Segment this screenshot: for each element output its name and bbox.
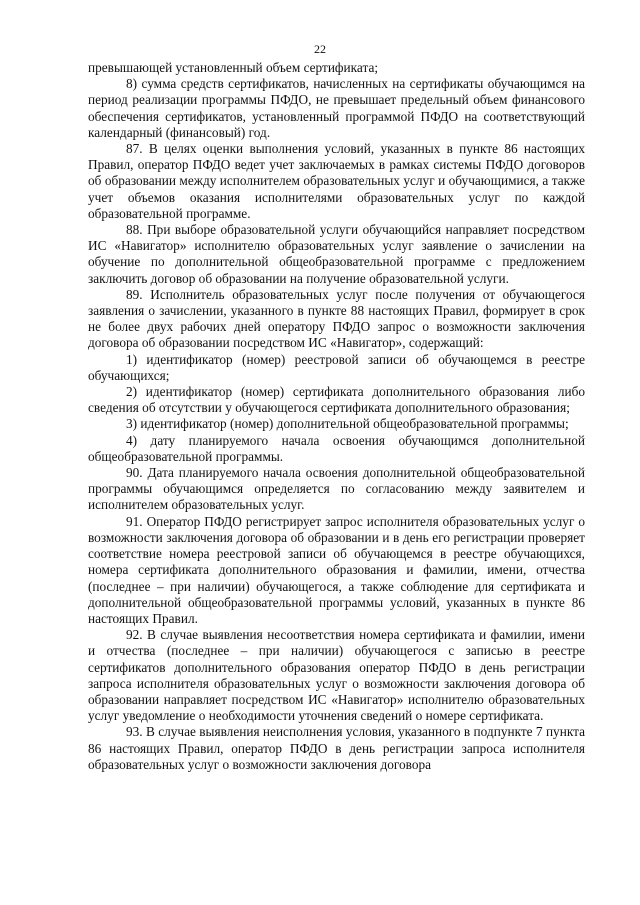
paragraph-90: 90. Дата планируемого начала освоения дополнительной общеобразовательной программы обучающимся определяется по согласованию между заявителем и исполнителем образовательных услуг. xyxy=(88,465,585,513)
document-body xyxy=(88,60,585,773)
paragraph-88: 88. При выборе образовательной услуги обучающийся направляет посредством ИС «Навигатор» исполнителю образовательных услуг заявление о зачислении на обучение по дополнительной общеобразовательной программе с предложением заключить договор об образовании на получение образовательной услуги. xyxy=(88,222,585,286)
paragraph-87: 87. В целях оценки выполнения условий, указанных в пункте 86 настоящих Правил, оператор ПФДО ведет учет заключаемых в рамках системы ПФДО договоров об образовании между исполнителем образовательных услуг и обучающимися, а также учет объемов оказания исполнителями образовательных услуг по каждой образовательной программе. xyxy=(88,141,585,221)
paragraph-89-item-3: 3) идентификатор (номер) дополнительной общеобразовательной программы; xyxy=(126,416,569,432)
paragraph-89-item-1: 1) идентификатор (номер) реестровой записи об обучающемся в реестре обучающихся; xyxy=(88,351,585,383)
paragraph-91: 91. Оператор ПФДО регистрирует запрос исполнителя образовательных услуг о возможности заключения договора об образовании и в день его регистрации проверяет соответствие номера реестровой записи об обучающемся в реестре обучающихся, номера сертификата дополнительного образования и фамилии, имени, отчества (последнее – при наличии) обучающегося, а также соблюдение для сертификата и дополнительной общеобразовательной программы условий, указанных в пункте 86 настоящих Правил. xyxy=(88,513,585,626)
paragraph-93: 93. В случае выявления неисполнения условия, указанного в подпункте 7 пункта 86 настоящих Правил, оператор ПФДО в день регистрации запроса исполнителя образовательных услуг о возможности заключения договора xyxy=(88,724,585,772)
paragraph-item-8: 8) сумма средств сертификатов, начисленных на сертификаты обучающимся на период реализации программы ПФДО, не превышает предельный объем финансового обеспечения сертификатов, установленный программой ПФДО на соответствующий календарный (финансовый) год. xyxy=(88,76,585,140)
paragraph-89-item-4: 4) дату планируемого начала освоения обучающимся дополнительной общеобразовательной программы. xyxy=(88,432,585,464)
paragraph-92: 92. В случае выявления несоответствия номера сертификата и фамилии, имени и отчества (последнее – при наличии) обучающегося с записью в реестре сертификатов дополнительного образования оператор ПФДО в день регистрации запроса исполнителя образовательных услуг о возможности заключения договора об образовании направляет посредством ИС «Навигатор» исполнителю образовательных услуг уведомление о необходимости уточнения сведений о номере сертификата. xyxy=(88,627,585,724)
page-number: 22 xyxy=(314,42,326,56)
paragraph-89-item-2: 2) идентификатор (номер) сертификата дополнительного образования либо сведения об отсутствии у обучающегося сертификата дополнительного образования; xyxy=(88,384,585,416)
paragraph-continuation: превышающей установленный объем сертификата; xyxy=(88,60,379,75)
paragraph-89: 89. Исполнитель образовательных услуг после получения от обучающегося заявления о зачислении, указанного в пункте 88 настоящих Правил, формирует в срок не более двух рабочих дней оператору ПФДО запрос о возможности заключения договора об образовании посредством ИС «Навигатор», содержащий: xyxy=(88,286,585,351)
